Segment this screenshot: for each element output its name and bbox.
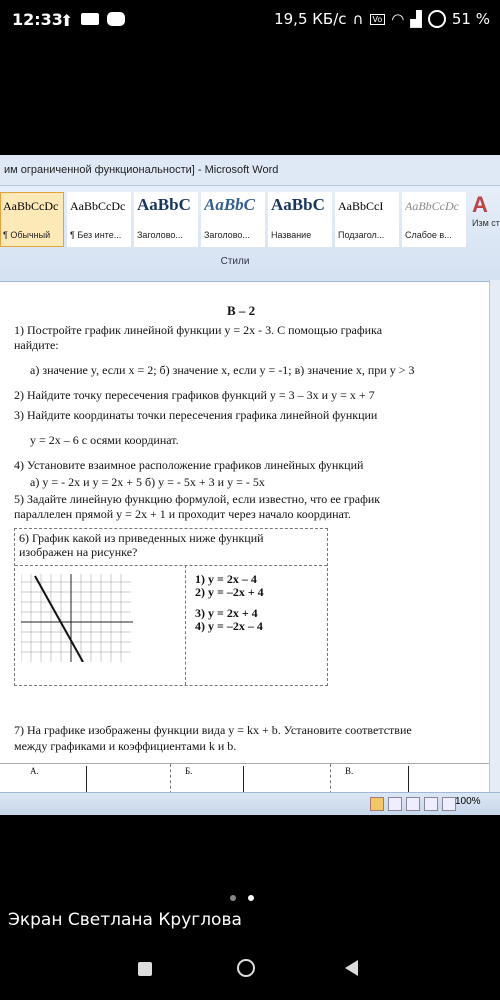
style-name: Слабое в... <box>405 230 452 240</box>
question-7-table <box>0 763 490 794</box>
style-sample: AaBbC <box>271 195 325 214</box>
document-page <box>0 283 490 793</box>
style-sample: AaBbCcDc <box>70 199 126 213</box>
clock: 12:33 <box>12 10 63 29</box>
column-c-label: В. <box>345 766 354 776</box>
style-normal[interactable] <box>0 192 64 247</box>
question-5-line1: 5) Задайте линейную функцию формулой, если известно, что ее график <box>14 492 381 506</box>
option-3: 3) y = 2x + 4 <box>195 606 258 620</box>
navigation-bar <box>0 945 500 1000</box>
variant-heading: В – 2 <box>227 303 256 318</box>
style-name: Подзагол... <box>338 230 385 240</box>
style-sample: AaBbCcDc <box>405 199 459 213</box>
style-subtitle[interactable] <box>335 192 399 247</box>
graph-axis <box>86 766 87 794</box>
question-6-text <box>19 531 264 559</box>
word-window <box>0 155 500 815</box>
full-screen-icon[interactable] <box>388 797 402 811</box>
option-4: 4) y = –2x – 4 <box>195 619 263 633</box>
style-title[interactable] <box>268 192 332 247</box>
style-heading-2[interactable] <box>201 192 265 247</box>
question-7-line2: между графиками и коэффициентами k и b. <box>14 739 237 753</box>
question-1-parts: а) значение y, если x = 2; б) значение x, если y = -1; в) значение x, при y > 3 <box>30 363 415 377</box>
style-name: ¶ Без инте... <box>70 230 122 240</box>
graph-axis <box>243 766 244 794</box>
question-2: 2) Найдите точку пересечения графиков функций y = 3 – 3x и y = x + 7 <box>14 388 375 402</box>
style-name: Название <box>271 230 312 240</box>
print-layout-icon[interactable] <box>370 797 384 811</box>
network-speed: 19,5 КБ/с <box>274 10 347 28</box>
home-icon[interactable] <box>237 959 255 977</box>
zoom-level[interactable]: 100% <box>455 796 481 807</box>
headphones-icon: ∩ <box>352 10 364 28</box>
divider <box>15 565 327 566</box>
divider <box>330 764 331 794</box>
style-sample: AaBbC <box>204 195 256 214</box>
question-6-line2: изображен на рисунке? <box>19 545 138 559</box>
question-3-line1: 3) Найдите координаты точки пересечения графика линейной функции <box>14 408 378 422</box>
question-6-table <box>14 528 328 686</box>
style-subtle-emphasis[interactable] <box>402 192 466 247</box>
page-dot-active <box>248 895 254 901</box>
view-buttons[interactable] <box>370 797 456 811</box>
style-heading-1[interactable] <box>134 192 198 247</box>
style-name: Заголово... <box>137 230 183 240</box>
battery-level: 51 % <box>451 10 490 28</box>
word-status-bar <box>0 792 500 815</box>
volte-icon: Vo <box>370 14 386 25</box>
web-layout-icon[interactable] <box>406 797 420 811</box>
signal-icon: ▟ <box>410 10 422 28</box>
style-sample: AaBbC <box>137 195 191 214</box>
page-indicator <box>230 895 254 901</box>
style-name: ¶ Обычный <box>3 230 51 240</box>
option-2: 2) y = –2x + 4 <box>195 585 264 599</box>
ribbon-styles-group <box>0 186 500 282</box>
question-4-line1: 4) Установите взаимное расположение графиков линейных функций <box>14 458 364 472</box>
back-icon[interactable] <box>345 960 358 976</box>
discord-icon <box>107 12 125 26</box>
video-icon <box>81 13 99 25</box>
function-graph <box>21 574 133 662</box>
recents-icon[interactable] <box>138 962 152 976</box>
outline-icon[interactable] <box>424 797 438 811</box>
column-a-label: А. <box>30 766 39 776</box>
upload-icon: ⬆ <box>60 11 74 30</box>
divider <box>170 764 171 794</box>
question-1-line1: 1) Постройте график линейной функции y = 2x - 3. С помощью графика <box>14 323 383 337</box>
page-dot <box>230 895 236 901</box>
option-1: 1) y = 2x – 4 <box>195 572 257 586</box>
question-1-line2: найдите: <box>14 338 59 352</box>
draft-icon[interactable] <box>442 797 456 811</box>
question-3-line2: y = 2x – 6 с осями координат. <box>30 433 179 447</box>
style-no-spacing[interactable] <box>67 192 131 247</box>
styles-gallery <box>0 192 469 247</box>
question-5-line2: параллелен прямой y = 2x + 1 и проходит через начало координат. <box>14 507 351 521</box>
question-4-line2: а) y = - 2x и y = 2x + 5 б) y = - 5x + 3 и y = - 5x <box>30 475 265 489</box>
system-indicators <box>274 10 490 28</box>
phone-status-bar <box>0 0 500 40</box>
question-6-line1: 6) График какой из приведенных ниже функций <box>19 531 264 545</box>
group-label: Стили <box>220 256 250 267</box>
screen-owner-caption: Экран Светлана Круглова <box>8 910 242 930</box>
style-sample: AaBbCcI <box>338 199 384 213</box>
window-title: им ограниченной функциональности] - Microsoft Word <box>0 155 500 186</box>
answer-options <box>195 573 264 633</box>
style-sample: AaBbCcDc <box>3 199 59 213</box>
column-b-label: Б. <box>185 766 193 776</box>
notification-icons <box>60 11 125 30</box>
wifi-icon: ◠ <box>391 10 405 28</box>
question-7-line1: 7) На графике изображены функции вида y = kx + b. Установите соответствие <box>14 723 412 737</box>
style-name: Заголово... <box>204 230 250 240</box>
graph-axis <box>408 766 409 794</box>
change-styles-label: Изм ст <box>472 218 500 228</box>
divider <box>185 565 186 685</box>
vertical-scrollbar[interactable] <box>489 280 500 793</box>
battery-icon <box>428 10 446 28</box>
change-styles-button[interactable]: A Изм ст <box>472 192 500 228</box>
